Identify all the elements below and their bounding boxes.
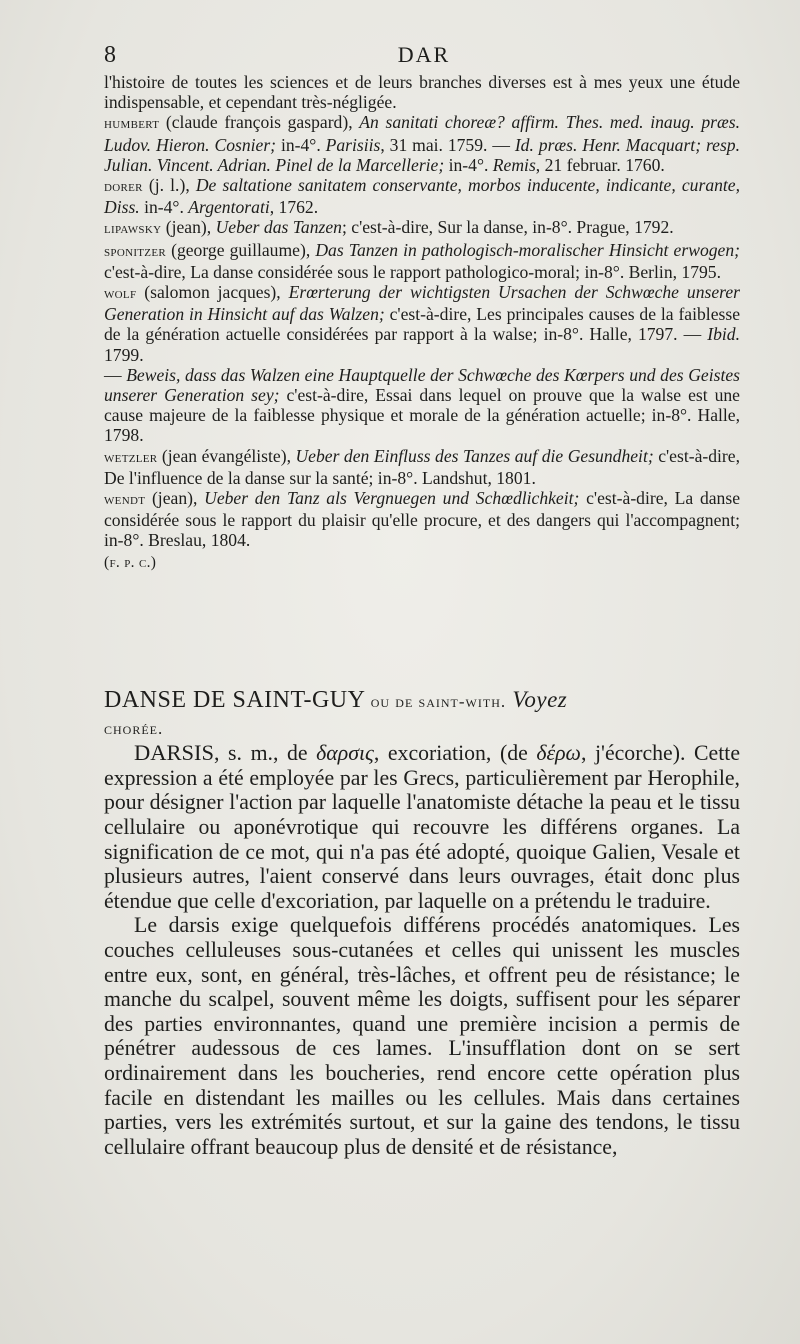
work-details: c'est-à-dire, La danse considérée sous le rapport du plaisir qu'elle procure, et des dangers qui l'accompagnent; in-8°. Breslau, 1804. (104, 488, 741, 551)
intro-paragraph: l'histoire de toutes les sciences et de leurs branches diverses est à mes yeux une étude indispensable, et cependant très-négligée. (104, 72, 740, 113)
work-details: in-4°. (139, 197, 189, 218)
cross-reference: chorée. (104, 718, 164, 738)
author-name: wolf (104, 285, 137, 303)
work-details: c'est-à-dire, La danse considérée sous le rapport pathologico-moral; in-8°. Berlin, 1795. (104, 261, 721, 282)
heading-main: DANSE DE SAINT-GUY (104, 687, 366, 713)
work-details: c'est-à-dire, Essai dans lequel on prouve que la walse est une cause majeure de la faiblesse physique et morale de la génération actuelle; in-8°. Halle, 1798. (104, 385, 740, 446)
page-number: 8 (104, 42, 116, 68)
bib-entry-dorer (104, 175, 740, 217)
heading-voyez: Voyez (506, 687, 568, 712)
bib-entry-sponitzer (104, 240, 740, 282)
author-name: humbert (104, 115, 160, 133)
bib-entry-wolf (104, 282, 740, 365)
work-details: ; c'est-à-dire, Sur la danse, in-8°. Prague, 1792. (341, 217, 674, 238)
bib-entry-lipawsky (104, 217, 740, 239)
darsis-definition (104, 741, 740, 913)
heading-alt: de saint-with. (395, 692, 507, 711)
author-detail: (salomon jacques), (136, 282, 289, 303)
heading-ou: ou (365, 692, 396, 711)
greek-word: δαρσις (316, 741, 374, 766)
author-name: lipawsky (104, 220, 162, 238)
author-name: wetzler (104, 448, 158, 466)
work-date: , 31 mai. 1759. — (380, 134, 515, 155)
work-title: Erœrterung der wichtigsten Ursachen der Schwœche unserer Generation in Hinsicht auf das Walzen; (104, 282, 740, 325)
work-title: Das Tanzen in pathologisch-moralischer Hinsicht erwogen; (315, 239, 740, 260)
ibid-date: 1799. (104, 344, 144, 365)
author-detail: (j. l.), (142, 175, 196, 196)
running-title: DAR (397, 42, 451, 67)
work-details-2: in-4°. (444, 154, 493, 175)
author-detail: (jean), (145, 488, 205, 509)
definition-part: , s. m., de (214, 741, 317, 766)
work-title: An sanitati choreæ? affirm. Thes. med. inaug. præs. Ludov. Hieron. Cosnier; (104, 112, 740, 155)
bib-entry-wendt (104, 488, 740, 551)
work-date: , 1762. (269, 197, 319, 218)
work-title: De saltatione sanitatem conservante, morbos inducente, indicante, curante, Diss. (104, 175, 741, 218)
work-title: Ueber das Tanzen (215, 217, 342, 238)
bib-entry-humbert (104, 112, 740, 175)
ditto-dash: — (104, 364, 122, 385)
author-detail: (jean évangéliste), (157, 445, 296, 466)
paragraph-2: Le darsis exige quelquefois différens procédés anatomiques. Les couches celluleuses sous-cutanées et celles qui unissent les muscles entre eux, sont, en général, très-lâches, et offrent peu de résistance; le manche du scalpel, souvent même les doigts, suffisent pour les séparer des parties environnantes, quand une première incision a permis de pénétrer audessous de ces lames. L'insufflation dont on se sert ordinairement dans les boucheries, rend encore cette opération plus facile en distendant les mailles ou les cellules. Mais dans certaines parties, vers les extrémités surtout, et sur la gaine des tendons, le tissu cellulaire offrant beaucoup plus de densité et de résistance, (104, 913, 740, 1159)
author-detail: (jean), (161, 217, 216, 238)
author-signature: (f. p. c.) (104, 553, 157, 571)
work-date-2: , 21 februar. 1760. (535, 154, 665, 175)
article-block (104, 688, 740, 1159)
work-place: Parisiis (325, 134, 381, 155)
work-details: in-4°. (276, 134, 326, 155)
ibid-mark: Ibid. (707, 324, 740, 345)
work-place: Argentorati (188, 197, 270, 218)
headword: DARSIS (134, 740, 215, 766)
work-details: c'est-à-dire, Les principales causes de la faiblesse de la génération actuelle considérées par rapport à la walse; in-8°. Halle, 1797. — (104, 304, 741, 345)
greek-word: δέρω (536, 741, 581, 766)
work-title: Ueber den Einfluss des Tanzes auf die Gesundheit; (295, 445, 654, 466)
bib-entry-wetzler (104, 446, 740, 488)
author-name: wendt (104, 491, 146, 509)
bibliography-block (104, 72, 740, 573)
article-heading-danse (104, 688, 740, 741)
author-detail: (claude françois gaspard), (159, 112, 360, 133)
work-title-2: Id. præs. Henr. Macquart; resp. Julian. Vincent. Adrian. Pinel de la Marcellerie; (104, 134, 740, 175)
definition-part: , excoriation, (de (373, 741, 537, 766)
work-details: c'est-à-dire, De l'influence de la danse sur la santé; in-8°. Landshut, 1801. (104, 445, 740, 488)
work-title: Beweis, dass das Walzen eine Hauptquelle der Schwœche des Kœrpers und des Geistes unserer Generation sey; (104, 364, 741, 406)
author-name: sponitzer (104, 242, 166, 260)
running-head (104, 42, 744, 72)
work-title: Ueber den Tanz als Vergnuegen und Schœdlichkeit; (204, 488, 580, 509)
author-name: dorer (104, 178, 143, 196)
bib-entry-wolf-beweis (104, 365, 740, 446)
definition-part: , j'écorche). (580, 741, 686, 766)
paragraph-1: Cette expression a été employée par les Grecs, particulièrement par Herophile, pour désigner l'action par laquelle l'anatomiste détache la peau et le tissu cellulaire ou aponévrotique qui recouvre les différens organes. La signification de ce mot, qui n'a pas été adopté, quoique Galien, Vesale et plusieurs autres, l'aient conservé dans leurs ouvrages, était donc plus étendue que celle d'excoriation, par laquelle on a prétendu le traduire. (104, 741, 741, 913)
work-place-2: Remis (492, 154, 536, 175)
author-detail: (george guillaume), (165, 239, 316, 260)
